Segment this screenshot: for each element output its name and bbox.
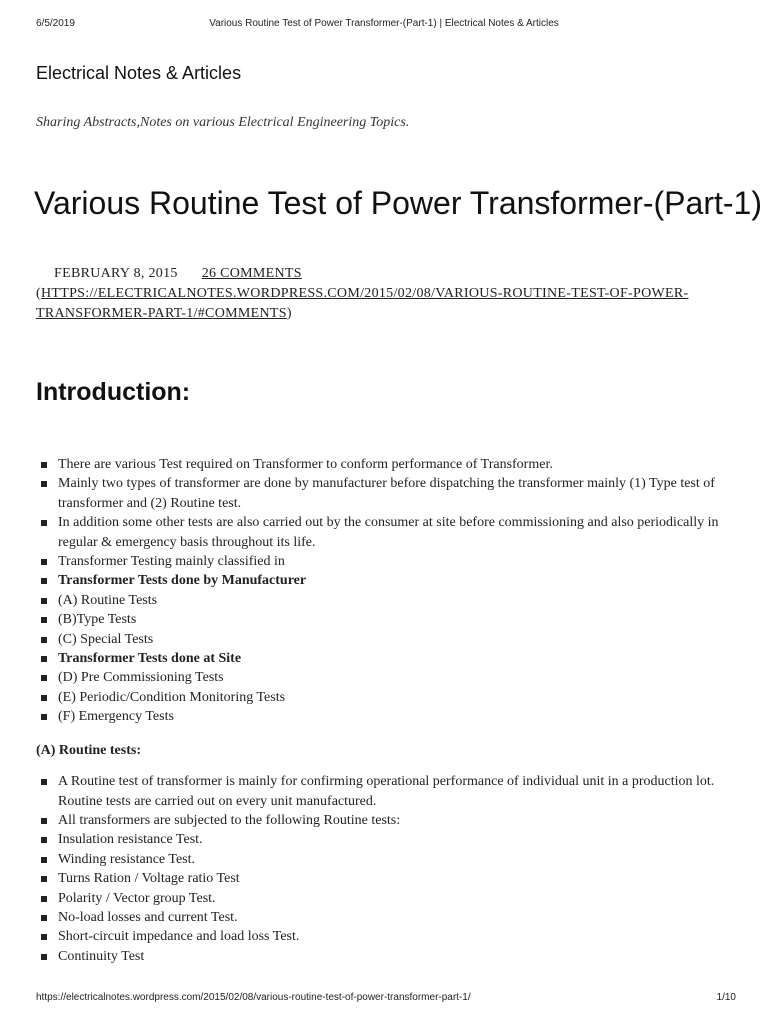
list-item: (E) Periodic/Condition Monitoring Tests [36, 688, 736, 707]
comments-url-close: ) [286, 306, 292, 321]
site-tagline: Sharing Abstracts,Notes on various Electrical Engineering Topics. [36, 115, 410, 130]
list-item: There are various Test required on Transformer to conform performance of Transformer. [36, 455, 736, 474]
list-item: (D) Pre Commissioning Tests [36, 668, 736, 687]
post-date: FEBRUARY 8, 2015 [54, 266, 178, 281]
list-item: (B)Type Tests [36, 610, 736, 629]
site-title[interactable]: Electrical Notes & Articles [36, 63, 242, 83]
list-item: Insulation resistance Test. [36, 830, 736, 849]
print-header [0, 0, 768, 30]
post-meta [36, 264, 726, 324]
list-item: Polarity / Vector group Test. [36, 889, 736, 908]
list-item-bold: Transformer Tests done by Manufacturer [36, 571, 736, 590]
list-item-bold: Transformer Tests done at Site [36, 649, 736, 668]
list-item: Mainly two types of transformer are done by manufacturer before dispatching the transformer mainly (1) Type test of transformer and (2) Routine test. [36, 474, 736, 513]
comments-url-open: ( [36, 286, 41, 301]
post-title: Various Routine Test of Power Transformer-(Part-1) [34, 185, 762, 221]
list-item: (A) Routine Tests [36, 591, 736, 610]
routine-list [36, 772, 736, 966]
comments-url-link[interactable]: HTTPS://ELECTRICALNOTES.WORDPRESS.COM/2015/02/08/VARIOUS-ROUTINE-TEST-OF-POWER-TRANSFORMER-PART-1/#COMMENTS [36, 286, 689, 321]
list-item: A Routine test of transformer is mainly for confirming operational performance of individual unit in a production lot. Routine tests are carried out on every unit manufactured. [36, 772, 736, 811]
comments-url-wrapper [36, 286, 688, 321]
print-page-title: Various Routine Test of Power Transformer-(Part-1) | Electrical Notes & Articles [209, 18, 559, 29]
list-item: In addition some other tests are also carried out by the consumer at site before commissioning and also periodically in regular & emergency basis throughout its life. [36, 513, 736, 552]
list-item: Continuity Test [36, 947, 736, 966]
page-number: 1/10 [716, 992, 736, 1003]
list-item: Winding resistance Test. [36, 850, 736, 869]
routine-tests-heading: (A) Routine tests: [36, 742, 141, 758]
list-item: Turns Ration / Voltage ratio Test [36, 869, 736, 888]
print-url: https://electricalnotes.wordpress.com/2015/02/08/various-routine-test-of-power-transformer-part-1/ [36, 992, 471, 1003]
list-item: Short-circuit impedance and load loss Test. [36, 927, 736, 946]
intro-list [36, 455, 736, 727]
list-item: Transformer Testing mainly classified in [36, 552, 736, 571]
list-item: (C) Special Tests [36, 630, 736, 649]
article-content [36, 455, 736, 966]
comments-link[interactable]: 26 COMMENTS [201, 266, 302, 281]
print-date: 6/5/2019 [36, 18, 75, 29]
list-item: No-load losses and current Test. [36, 908, 736, 927]
introduction-heading: Introduction: [36, 378, 191, 406]
list-item: (F) Emergency Tests [36, 707, 736, 726]
list-item: All transformers are subjected to the following Routine tests: [36, 811, 736, 830]
